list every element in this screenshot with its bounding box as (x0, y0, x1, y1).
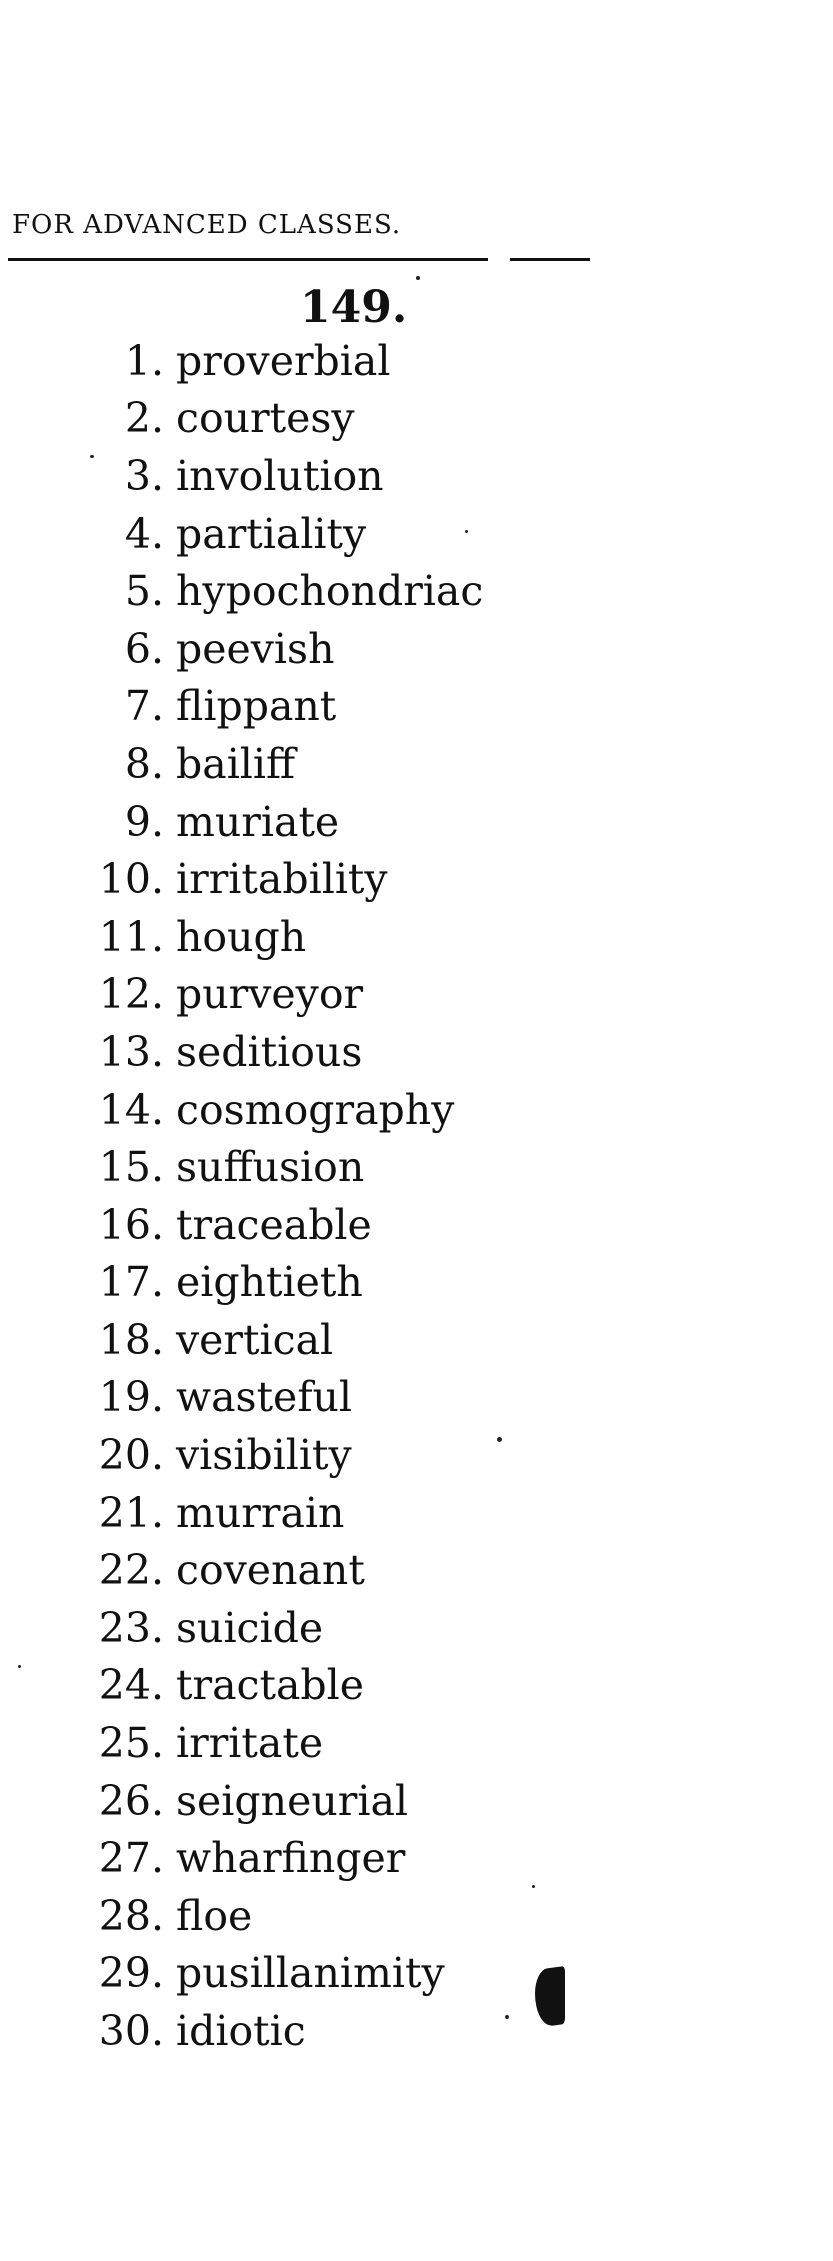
item-word: suffusion (176, 1143, 365, 1192)
item-word: muriate (176, 797, 340, 846)
item-word: irritability (176, 855, 388, 904)
list-item (0, 1714, 483, 1772)
item-word: hypochondriac (176, 567, 484, 616)
list-item (0, 1657, 483, 1715)
item-number: 18. (98, 1315, 164, 1364)
item-word: proverbial (176, 336, 391, 385)
list-item (0, 966, 483, 1024)
item-number: 14. (98, 1085, 164, 1134)
item-number: 10. (98, 855, 164, 904)
print-speck (497, 1437, 502, 1442)
list-item (0, 1023, 483, 1081)
item-word: cosmography (176, 1085, 455, 1134)
item-number: 20. (98, 1431, 164, 1480)
list-item (0, 390, 483, 448)
item-word: visibility (176, 1431, 352, 1480)
item-number: 27. (98, 1834, 164, 1883)
list-item (0, 1887, 483, 1945)
item-number: 11. (98, 912, 164, 961)
item-word: courtesy (176, 394, 355, 443)
list-item (0, 1599, 483, 1657)
item-number: 6. (124, 624, 164, 673)
item-number: 7. (124, 682, 164, 731)
list-item (0, 562, 483, 620)
item-number: 12. (98, 970, 164, 1019)
list-item (0, 1484, 483, 1542)
item-number: 15. (98, 1143, 164, 1192)
header-rule (8, 258, 488, 261)
lesson-number: 149. (300, 282, 408, 333)
item-number: 28. (98, 1891, 164, 1940)
item-number: 30. (98, 2007, 164, 2056)
running-head: FOR ADVANCED CLASSES. (12, 210, 402, 240)
item-number: 21. (98, 1488, 164, 1537)
item-word: flippant (176, 682, 337, 731)
list-item (0, 1196, 483, 1254)
item-number: 19. (98, 1373, 164, 1422)
item-word: bailiff (176, 739, 296, 788)
item-number: 24. (98, 1661, 164, 1710)
item-word: seigneurial (176, 1776, 409, 1825)
item-word: eightieth (176, 1258, 363, 1307)
item-word: involution (176, 451, 384, 500)
list-item (0, 1081, 483, 1139)
item-number: 17. (98, 1258, 164, 1307)
print-speck (465, 530, 468, 533)
print-speck (18, 1665, 21, 1668)
list-item (0, 1311, 483, 1369)
item-word: floe (176, 1891, 253, 1940)
list-item (0, 850, 483, 908)
item-word: wasteful (176, 1373, 353, 1422)
word-list (0, 332, 483, 2060)
list-item (0, 1829, 483, 1887)
item-word: wharfinger (176, 1834, 406, 1883)
header-rule-tail (510, 258, 590, 261)
item-word: tractable (176, 1661, 365, 1710)
ink-blot (535, 1966, 565, 2028)
item-word: hough (176, 912, 307, 961)
list-item (0, 1254, 483, 1312)
item-number: 26. (98, 1776, 164, 1825)
item-number: 3. (124, 451, 164, 500)
item-number: 29. (98, 1949, 164, 1998)
item-word: traceable (176, 1200, 372, 1249)
list-item (0, 1945, 483, 2003)
item-word: peevish (176, 624, 335, 673)
item-number: 2. (124, 394, 164, 443)
item-word: partiality (176, 509, 367, 558)
item-number: 22. (98, 1546, 164, 1595)
item-number: 25. (98, 1719, 164, 1768)
list-item (0, 735, 483, 793)
item-number: 1. (124, 336, 164, 385)
print-speck (532, 1885, 535, 1888)
print-speck (505, 2015, 509, 2019)
item-number: 9. (124, 797, 164, 846)
list-item (0, 505, 483, 563)
list-item (0, 678, 483, 736)
item-word: pusillanimity (176, 1949, 445, 1998)
list-item (0, 1369, 483, 1427)
print-speck (90, 455, 94, 458)
item-word: seditious (176, 1027, 363, 1076)
list-item (0, 908, 483, 966)
item-word: vertical (176, 1315, 334, 1364)
list-item (0, 2002, 483, 2060)
item-number: 13. (98, 1027, 164, 1076)
item-number: 4. (124, 509, 164, 558)
list-item (0, 793, 483, 851)
item-word: idiotic (176, 2007, 306, 2056)
item-word: irritate (176, 1719, 324, 1768)
item-number: 5. (124, 567, 164, 616)
list-item (0, 1541, 483, 1599)
list-item (0, 1426, 483, 1484)
list-item (0, 447, 483, 505)
item-number: 8. (124, 739, 164, 788)
item-word: murrain (176, 1488, 345, 1537)
item-word: covenant (176, 1546, 365, 1595)
list-item (0, 1772, 483, 1830)
item-word: suicide (176, 1603, 324, 1652)
item-word: purveyor (176, 970, 364, 1019)
print-speck (416, 276, 420, 280)
list-item (0, 1138, 483, 1196)
list-item (0, 620, 483, 678)
item-number: 16. (98, 1200, 164, 1249)
list-item (0, 332, 483, 390)
item-number: 23. (98, 1603, 164, 1652)
